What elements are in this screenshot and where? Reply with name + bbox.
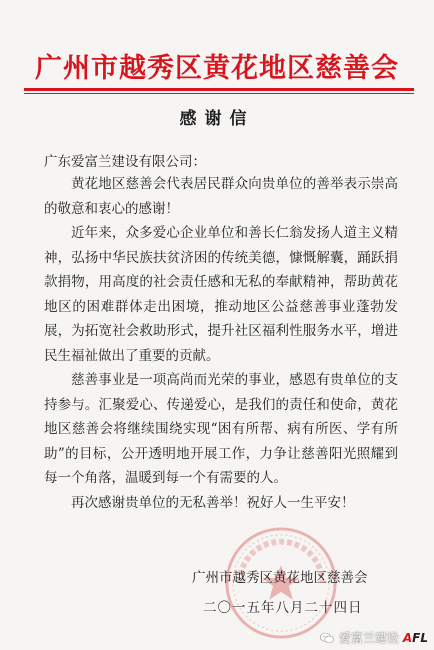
- letter-paragraph: 再次感谢贵单位的无私善举！祝好人一生平安！: [71, 494, 355, 511]
- letter-title: 感谢信: [179, 109, 255, 129]
- wechat-icon: [319, 632, 335, 644]
- letterhead-divider-thick: [24, 88, 414, 91]
- letter-paragraph: 黄花地区慈善会代表居民群众向贵单位的善举表示崇高的敬意和衷心的感谢！: [44, 176, 398, 217]
- letter-date: 二〇一五年八月二十四日: [203, 600, 363, 616]
- letterhead-divider-thin: [24, 93, 414, 94]
- letter-salutation: 广东爱富兰建设有限公司：: [44, 154, 206, 170]
- watermark-text: 爱富兰建设: [338, 631, 399, 645]
- letter-paragraph: 近年来，众多爱心企业单位和善长仁翁发扬人道主义精神，弘扬中华民族扶贫济困的传统美德，慷慨解囊，踊跃捐款捐物，用高度的社会责任感和无私的奉献精神，帮助黄花地区的困难群体走出困境，推动地区公益慈善事业蓬勃发展，为拓宽社会救助形式，提升社区福利性服务水平，增进民生福祉做出了重要的贡献。: [44, 225, 398, 364]
- letter-signature: 广州市越秀区黄花地区慈善会: [192, 570, 368, 586]
- letter-paragraph: 慈善事业是一项高尚而光荣的事业，感恩有贵单位的支持参与。汇聚爱心、传递爱心，是我们的责任和使命，黄花地区慈善会将继续围绕实现“困有所帮、病有所医、学有所助”的目标，公开透明地开展工作，力争让慈善阳光照耀到每一个角落，温暖到每一个有需要的人。: [44, 372, 398, 486]
- afl-logo: AFL: [402, 630, 428, 645]
- account-watermark: [319, 629, 428, 646]
- letter-body: [44, 172, 398, 515]
- letterhead-organization: 广州市越秀区黄花地区慈善会: [35, 53, 399, 84]
